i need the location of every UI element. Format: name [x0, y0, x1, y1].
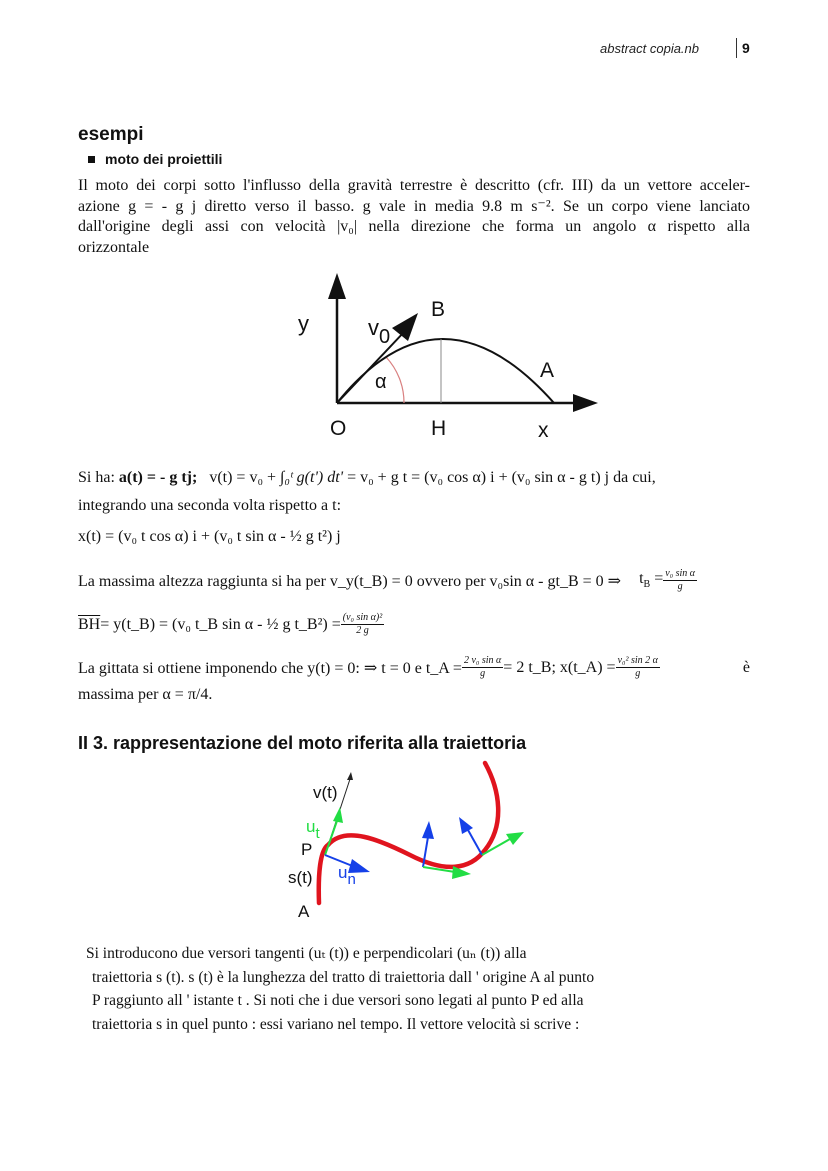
bh-equation-line: $\overline{BH}$ = y(t_B) = (v₀ t_B sin α - ½ g t_B²) = $\frac{\text{(v₀ sin α)²}}{2 g}$ — [78, 612, 383, 636]
apex-label-B: B — [431, 298, 446, 321]
velocity-eq-start: v(t) = v₀ + — [209, 469, 281, 486]
bullet-square-icon — [88, 156, 95, 163]
velocity-arrow-icon — [347, 772, 353, 780]
intro-line: dall'origine degli assi con velocità |v₀| nella direzione che forma un angolo α rispetto alla — [78, 218, 750, 235]
notebook-title: abstract copia.nb — [600, 41, 700, 56]
paragraph-line: Si introducono due versori tangenti (uₜ (t)) e perpendicolari (uₙ (t)) alla — [86, 945, 527, 962]
velocity-eq-mid: = v₀ + g t = (v₀ cos α) i + (v₀ sin α - g t) j — [343, 469, 610, 486]
ut-label: ut — [306, 817, 320, 842]
bullet-label: moto dei proiettili — [105, 151, 223, 167]
section-heading-trajectory: II 3. rappresentazione del moto riferita alla traiettoria — [78, 733, 527, 753]
velocity-integral: ∫₀ᵗ g(t') dt' — [280, 469, 344, 486]
tB-fraction: $\frac{\text{v₀ sin α}}{g}$ — [665, 568, 696, 592]
trajectory-diagram — [270, 755, 540, 930]
normal-arrow-icon-3 — [459, 817, 473, 834]
landing-label-A: A — [540, 359, 555, 382]
ut-arrow-icon — [333, 807, 343, 823]
paragraph-line: P raggiunto all ' istante t . Si noti che i due versori sono legati al punto P ed alla — [92, 992, 584, 1009]
velocity-label: v(t) — [313, 783, 338, 802]
point-P-label: P — [301, 840, 313, 859]
section-heading-esempi: esempi — [78, 124, 144, 145]
xA-fraction: $\frac{\text{v₀² sin 2 α}}{g}$ — [617, 655, 658, 679]
origin-A-label: A — [298, 902, 310, 921]
normal-arrow-icon-2 — [422, 821, 434, 839]
y-axis-arrow-icon — [328, 273, 346, 299]
header-separator — [736, 38, 737, 58]
tangent-arrow-icon-3 — [506, 832, 524, 845]
intro-line: Il moto dei corpi sotto l'influsso della gravità terrestre è descritto (cfr. III) da un vettore acceler- — [78, 177, 750, 194]
bh-fraction: $\frac{\text{(v₀ sin α)²}}{2 g}$ — [342, 612, 383, 636]
tA-fraction: $\frac{\text{2 v₀ sin α}}{g}$ — [463, 655, 502, 679]
angle-label-alpha: α — [375, 371, 387, 393]
origin-label-O: O — [330, 417, 347, 440]
velocity-equation-line: Si ha: a(t) = - g tj; v(t) = v₀ + ∫₀ᵗ g(t') dt' = v₀ + g t = (v₀ cos α) i + (v₀ sin α - g t) j da cui, — [78, 469, 656, 486]
paragraph-line: traiettoria s in quel punto : essi variano nel tempo. Il vettore velocità si scrive : — [92, 1015, 580, 1033]
v0-label: v0 — [368, 315, 391, 348]
intro-line: orizzontale — [78, 238, 150, 256]
arc-length-label: s(t) — [288, 868, 313, 887]
paragraph-line: traiettoria s (t). s (t) è la lunghezza del tratto di traiettoria dall ' origine A al punto — [92, 968, 595, 986]
y-axis-label: y — [298, 311, 309, 336]
v0-arrow-icon — [392, 313, 418, 341]
trajectory-paragraph — [86, 942, 646, 1036]
acceleration-eq: a(t) = - g tj; — [118, 469, 198, 486]
range-max-note: massima per α = π/4. — [78, 686, 213, 703]
integration-note: integrando una seconda volta rispetto a t: — [78, 497, 342, 514]
page-number: 9 — [742, 40, 750, 56]
position-equation: x(t) = (v₀ t cos α) i + (v₀ t sin α - ½ g t²) j — [78, 528, 341, 545]
bh-segment: $\overline{BH}$ — [78, 615, 101, 633]
un-label: un — [338, 863, 356, 888]
max-height-line: La massima altezza raggiunta si ha per v_y(t_B) = 0 ovvero per v₀sin α - gt_B = 0 ⇒ $t_B$ = $\frac{\text{v₀ sin α}}{g}$ — [78, 568, 696, 592]
range-equation-line: La gittata si ottiene imponendo che y(t) = 0: ⇒ t = 0 e t_A = $\frac{\text{2 v₀ sin α}}{g}$ = 2 t_B; x(t_A) = $\frac{\text{v₀² sin 2 α}}{g}$ è — [78, 655, 750, 679]
intro-paragraph — [78, 176, 750, 258]
x-axis-label: x — [538, 419, 549, 442]
foot-label-H: H — [431, 417, 447, 440]
projectile-diagram — [290, 265, 610, 445]
intro-line: azione g = - g j diretto verso il basso. g vale in media 9.8 m s⁻². Se un corpo viene lanciato — [78, 197, 750, 215]
x-axis-arrow-icon — [573, 394, 598, 412]
bullet-item — [88, 151, 222, 167]
